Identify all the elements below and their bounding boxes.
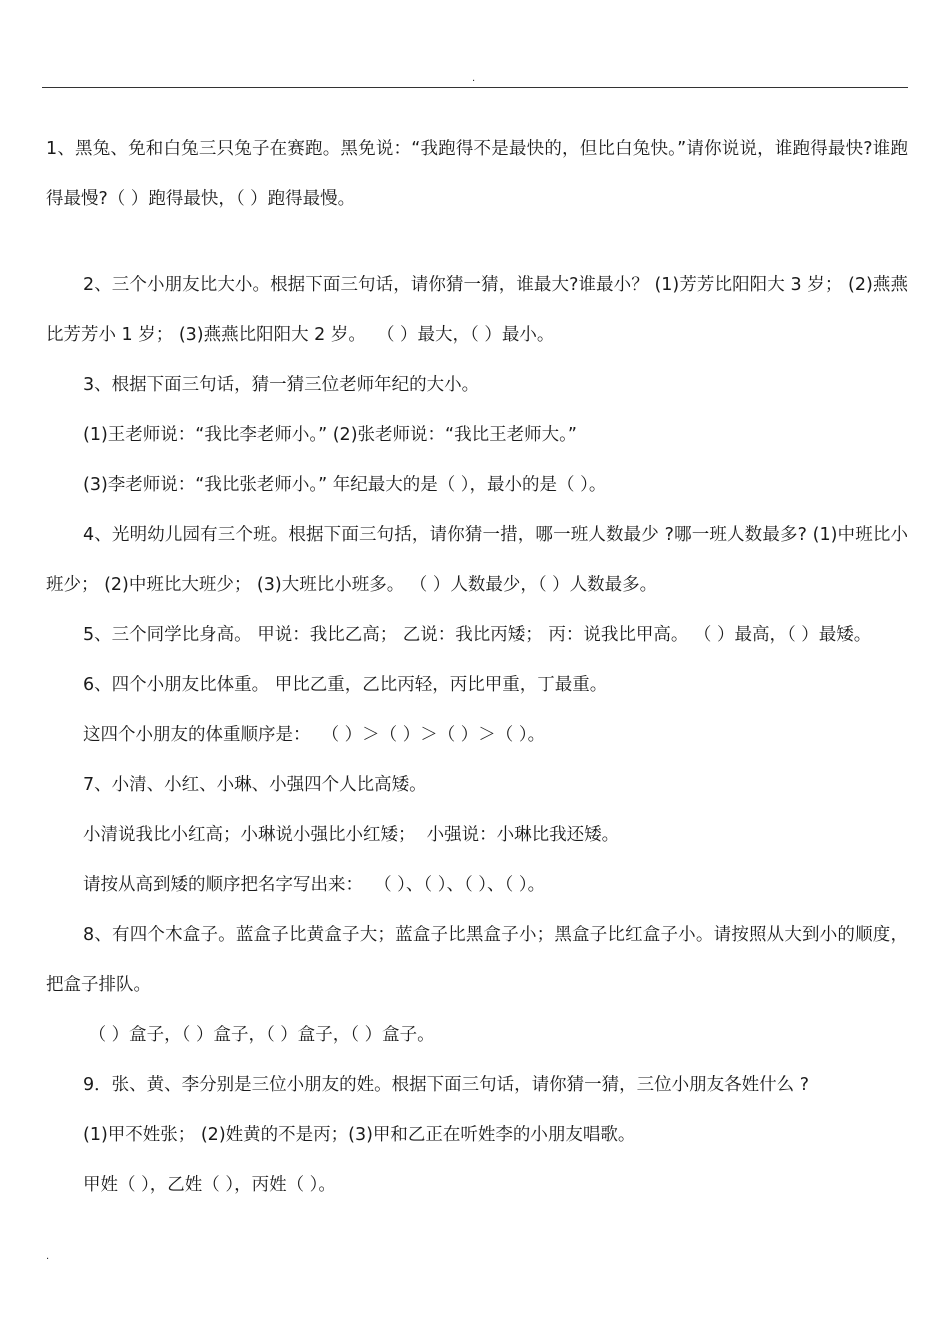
- question-9: 9．张、黄、李分别是三位小朋友的姓。根据下面三句话，请你猜一猜，三位小朋友各姓什么 ?: [83, 1075, 809, 1095]
- question-3-clue-3: (3)李老师说：“我比张老师小。” 年纪最大的是（ ），最小的是（ ）。: [83, 475, 607, 495]
- question-6: 6、四个小朋友比体重。 甲比乙重，乙比丙轻，丙比甲重，丁最重。: [83, 675, 608, 695]
- question-5: 5、三个同学比身高。 甲说：我比乙高； 乙说：我比丙矮； 丙：说我比甲高。 （ ）最高，（ ）最矮。: [83, 625, 872, 645]
- question-2: 2、三个小朋友比大小。根据下面三句话，请你猜一猜，谁最大?谁最小？ (1)芳芳比阳阳大 3 岁； (2)燕燕比芳芳小 1 岁； (3)燕燕比阳阳大 2 岁。 （ ）最大，（ ）最小。: [46, 275, 908, 345]
- question-7: 7、小清、小红、小琳、小强四个人比高矮。: [83, 775, 427, 795]
- header-dot: .: [472, 73, 476, 84]
- footer-dot: .: [46, 1251, 50, 1262]
- document-body: [46, 124, 908, 1210]
- question-8: 8、有四个木盒子。蓝盒子比黄盒子大；蓝盒子比黑盒子小；黑盒子比红盒子小。请按照从大到小的顺度，把盒子排队。: [46, 925, 908, 995]
- question-3: 3、根据下面三句话，猜一猜三位老师年纪的大小。: [83, 375, 480, 395]
- question-9-clues: (1)甲不姓张； (2)姓黄的不是丙；(3)甲和乙正在听姓李的小朋友唱歌。: [83, 1125, 636, 1145]
- question-6-answer: 这四个小朋友的体重顺序是： （ ）＞（ ）＞（ ）＞（ ）。: [83, 725, 546, 745]
- header-rule: [42, 87, 908, 88]
- question-4: 4、光明幼儿园有三个班。根据下面三句括，请你猜一措，哪一班人数最少 ?哪一班人数最多? (1)中班比小班少； (2)中班比大班少； (3)大班比小班多。 （ ）人数最少，（ ）人数最多。: [46, 525, 908, 595]
- question-9-answer: 甲姓（ ），乙姓（ ），丙姓（ ）。: [83, 1175, 336, 1195]
- question-3-clue-1-2: (1)王老师说：“我比李老师小。” (2)张老师说：“我比王老师大。”: [83, 425, 577, 445]
- question-7-answer: 请按从高到矮的顺序把名字写出来： （ ）、（ ）、（ ）、（ ）。: [83, 875, 546, 895]
- question-8-answer: （ ）盒子，（ ）盒子，（ ）盒子，（ ）盒子。: [83, 1025, 435, 1045]
- question-1: 1、黑兔、免和白兔三只兔子在赛跑。黑免说：“我跑得不是最快的，但比白兔快。”请你说说，谁跑得最快?谁跑得最慢?（ ）跑得最快，（ ）跑得最慢。: [46, 139, 908, 209]
- question-7-clues: 小清说我比小红高；小琳说小强比小红矮； 小强说：小琳比我还矮。: [83, 825, 620, 845]
